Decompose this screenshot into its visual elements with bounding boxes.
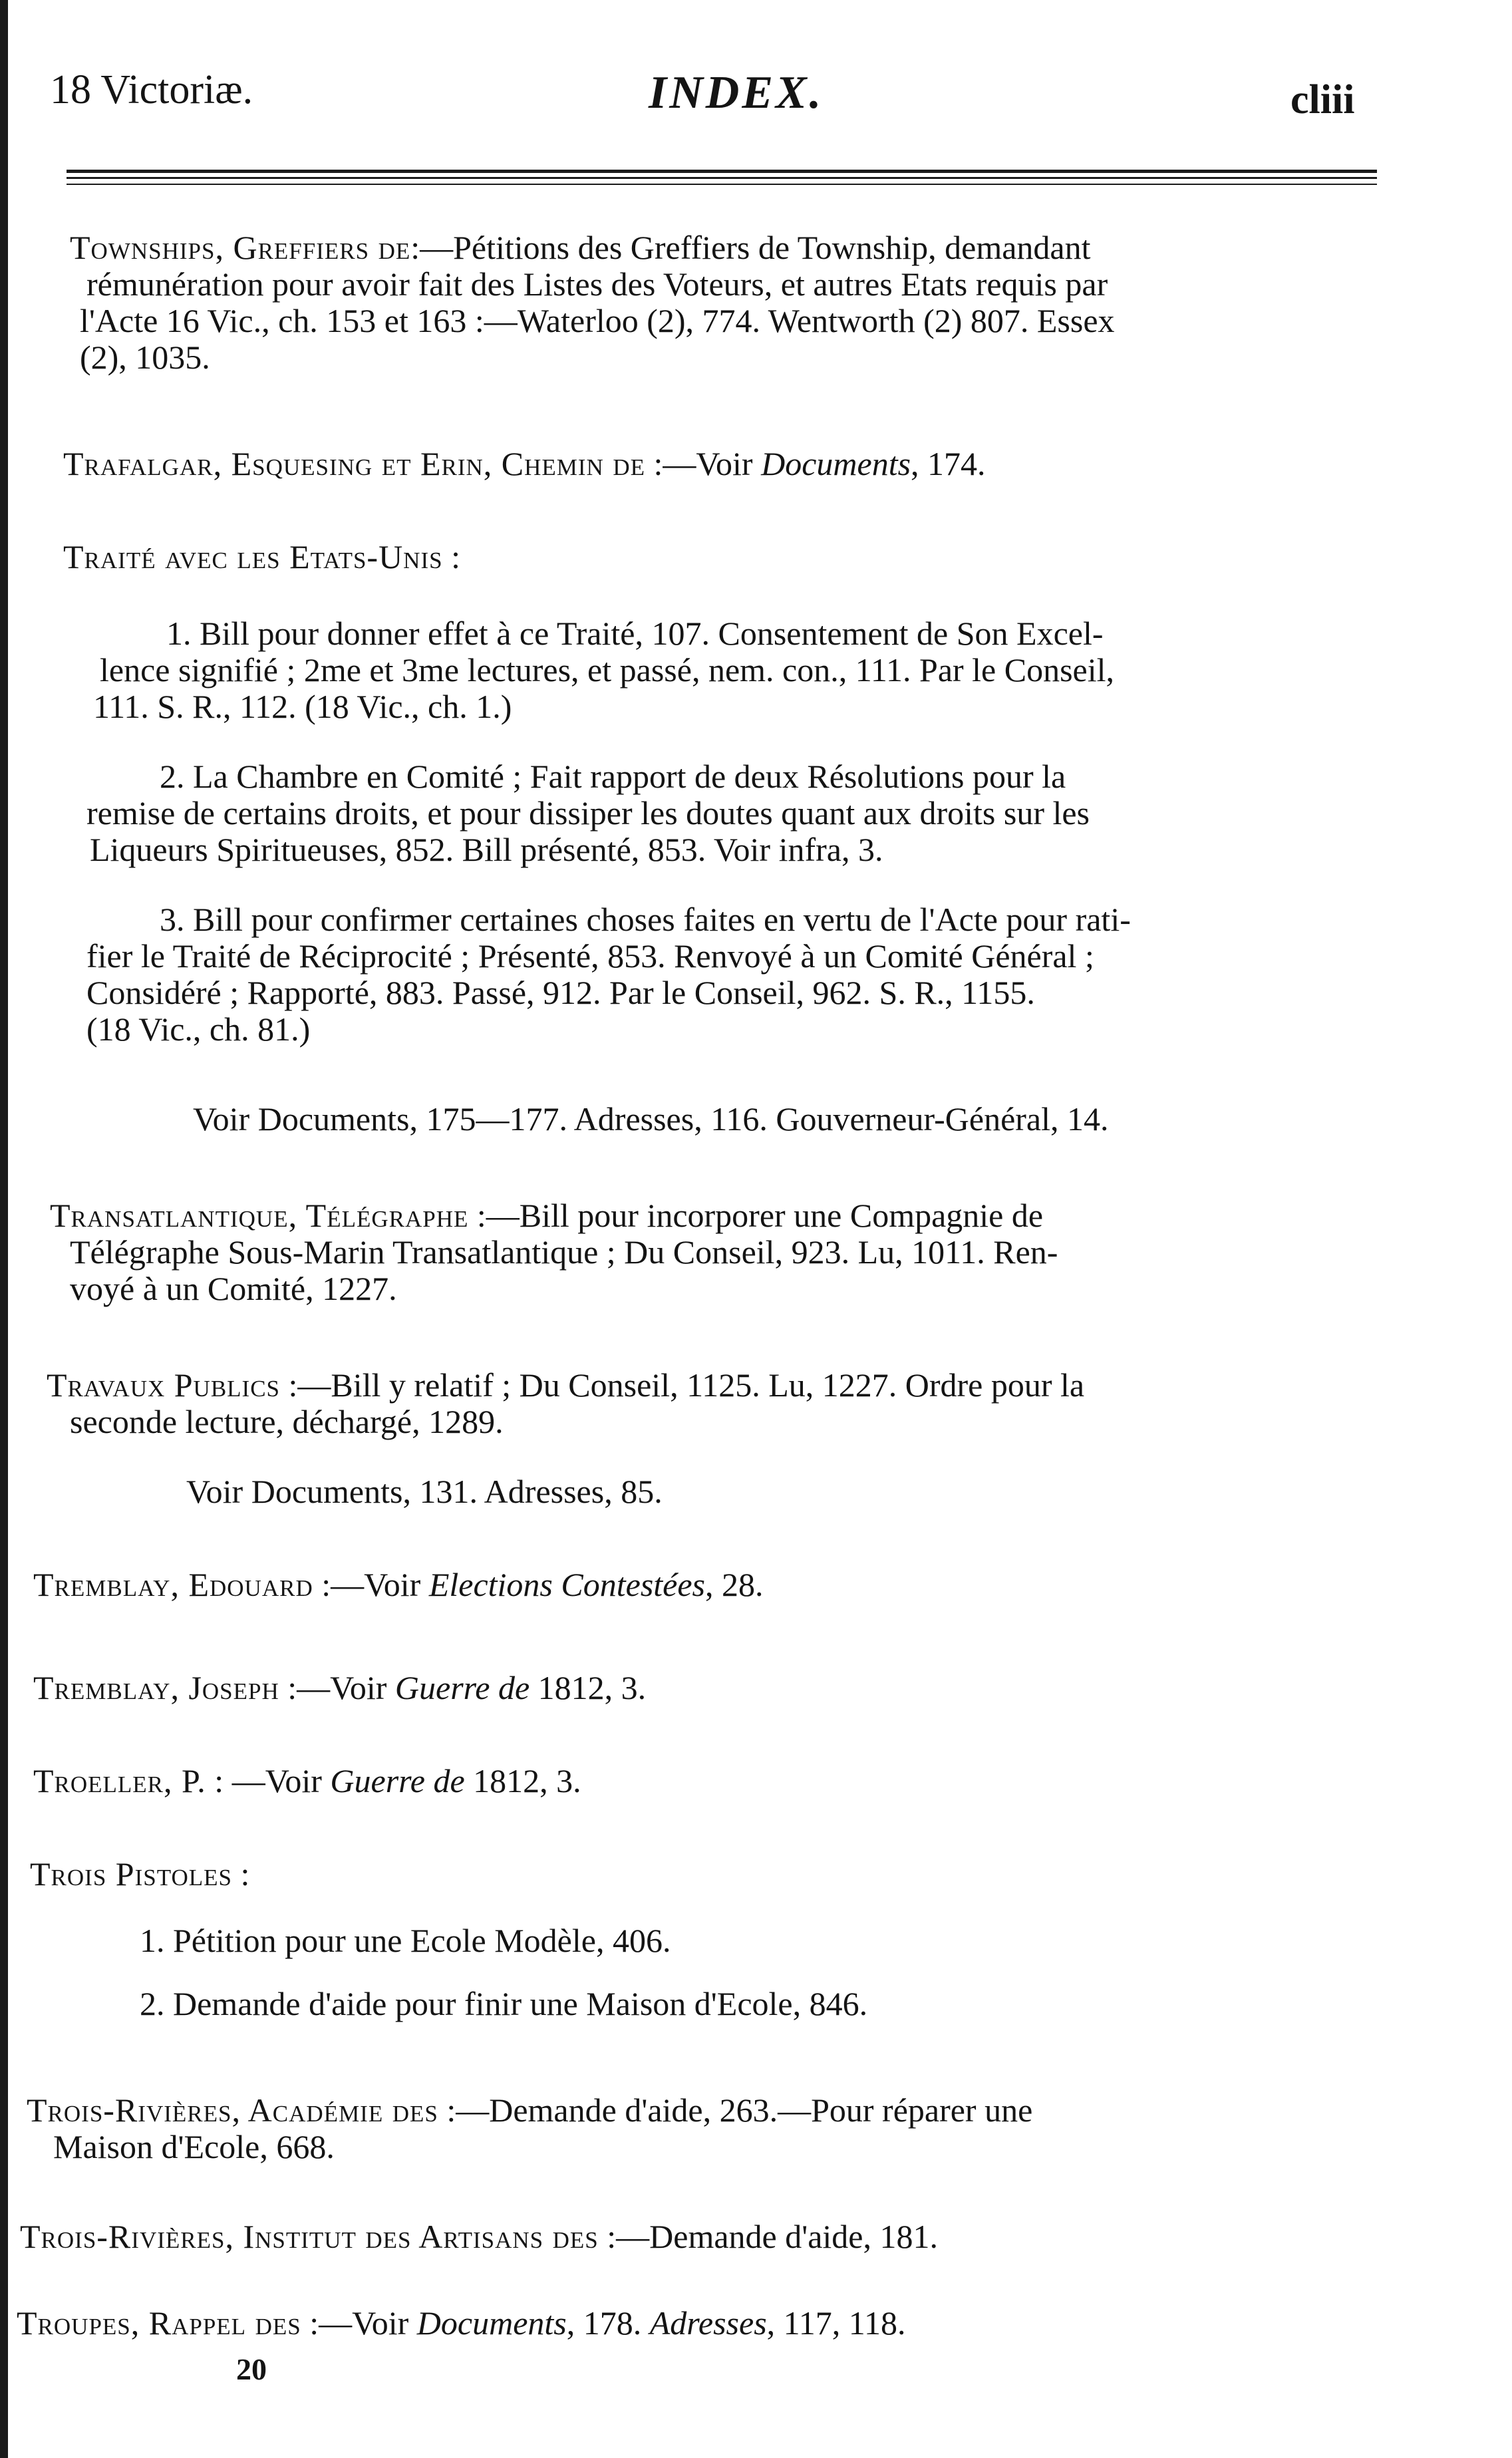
index-entry-trafalgar bbox=[63, 446, 986, 482]
entry-text: Voir Documents, 131. Adresses, 85. bbox=[186, 1473, 663, 1510]
entry-text: :—Demande d'aide, 181. bbox=[598, 2218, 939, 2255]
index-entry-trois-pistoles bbox=[30, 1856, 249, 1893]
entry-text: fier le Traité de Réciprocité ; Présenté, 853. Renvoyé à un Comité Général ; bbox=[86, 937, 1094, 975]
entry-text: :—Voir bbox=[645, 445, 762, 482]
subentry-traite-voir bbox=[193, 1101, 1109, 1138]
entry-text: l'Acte 16 Vic., ch. 153 et 163 :—Waterloo (2), 774. Wentworth (2) 807. Essex bbox=[80, 302, 1115, 339]
index-entry-tremblay-joseph bbox=[33, 1670, 646, 1706]
entry-heading: Trois Pistoles bbox=[30, 1855, 232, 1893]
entry-heading: Transatlantique, Télégraphe bbox=[50, 1197, 469, 1234]
index-entry-troupes bbox=[17, 2305, 905, 2342]
entry-text: (18 Vic., ch. 81.) bbox=[86, 1010, 311, 1048]
entry-text: Liqueurs Spiritueuses, 852. Bill présenté, 853. Voir infra, 3. bbox=[90, 831, 883, 868]
entry-text: : bbox=[231, 1855, 250, 1893]
header-rule bbox=[67, 170, 1377, 173]
entry-text: 2. Demande d'aide pour finir une Maison d'Ecole, 846. bbox=[140, 1985, 868, 2022]
running-head-title: INDEX. bbox=[649, 67, 824, 118]
entry-text: seconde lecture, déchargé, 1289. bbox=[70, 1403, 504, 1440]
entry-heading: Tremblay, Joseph bbox=[33, 1669, 279, 1706]
index-entry-tremblay-edouard bbox=[33, 1567, 764, 1603]
header-rule bbox=[67, 177, 1377, 179]
entry-text: :—Voir bbox=[313, 1566, 429, 1603]
index-entry-traite bbox=[63, 539, 460, 575]
entry-heading: Tremblay, Edouard bbox=[33, 1566, 313, 1603]
entry-text: :—Voir bbox=[279, 1669, 395, 1706]
entry-text: 1812, 3. bbox=[464, 1762, 581, 1799]
index-entry-trois-rivieres-institut bbox=[20, 2219, 938, 2255]
subentry-trois-pistoles-1 bbox=[140, 1922, 671, 1959]
entry-text: : bbox=[442, 538, 460, 575]
entry-heading: Trois-Rivières, Institut des Artisans des bbox=[20, 2218, 599, 2255]
entry-text: rémunération pour avoir fait des Listes des Voteurs, et autres Etats requis par bbox=[86, 265, 1108, 303]
page-header bbox=[0, 0, 1512, 153]
subentry-traite-2 bbox=[80, 758, 1090, 868]
entry-text: 1. Pétition pour une Ecole Modèle, 406. bbox=[140, 1922, 671, 1959]
page-number: cliii bbox=[1290, 77, 1355, 122]
entry-heading: Trafalgar, Esquesing et Erin, Chemin de bbox=[63, 445, 645, 482]
entry-text: Voir Documents, 175—177. Adresses, 116. Gouverneur-Général, 14. bbox=[193, 1100, 1109, 1138]
subentry-traite-3 bbox=[80, 901, 1131, 1048]
entry-text: 1. Bill pour donner effet à ce Traité, 107. Consentement de Son Excel- bbox=[166, 615, 1104, 652]
entry-heading: Troeller, P. bbox=[33, 1762, 206, 1799]
cross-reference: Adresses bbox=[649, 2304, 767, 2342]
running-head-left: 18 Victoriæ. bbox=[50, 67, 253, 112]
entry-text: , 178. bbox=[566, 2304, 650, 2342]
entry-text: , 174. bbox=[911, 445, 986, 482]
entry-text: Maison d'Ecole, 668. bbox=[53, 2128, 335, 2165]
index-entry-townships bbox=[70, 230, 1115, 376]
entry-text: :—Demande d'aide, 263.—Pour réparer une bbox=[438, 2091, 1033, 2129]
entry-heading: Townships, Greffiers de bbox=[70, 229, 411, 266]
page-spine-edge bbox=[0, 0, 8, 2458]
cross-reference: Documents bbox=[416, 2304, 567, 2342]
entry-text: 3. Bill pour confirmer certaines choses faites en vertu de l'Acte pour rati- bbox=[160, 901, 1131, 938]
index-entry-transatlantique bbox=[50, 1197, 1058, 1307]
entry-text: :—Voir bbox=[301, 2304, 417, 2342]
entry-text: lence signifié ; 2me et 3me lectures, et passé, nem. con., 111. Par le Conseil, bbox=[100, 651, 1115, 689]
entry-text: (2), 1035. bbox=[80, 339, 210, 376]
entry-text: voyé à un Comité, 1227. bbox=[70, 1270, 397, 1307]
entry-text: 111. S. R., 112. (18 Vic., ch. 1.) bbox=[93, 688, 512, 725]
subentry-travaux-voir bbox=[186, 1473, 663, 1510]
entry-text: 1812, 3. bbox=[529, 1669, 647, 1706]
entry-text: , 28. bbox=[705, 1566, 764, 1603]
cross-reference: Documents bbox=[761, 445, 911, 482]
entry-heading: Troupes, Rappel des bbox=[17, 2304, 301, 2342]
entry-text: Considéré ; Rapporté, 883. Passé, 912. Par le Conseil, 962. S. R., 1155. bbox=[86, 974, 1035, 1011]
index-entry-troeller bbox=[33, 1763, 581, 1799]
entry-text: : —Voir bbox=[206, 1762, 331, 1799]
signature-mark: 20 bbox=[236, 2352, 267, 2386]
header-rule bbox=[67, 184, 1377, 185]
cross-reference: Guerre de bbox=[330, 1762, 465, 1799]
entry-text: 2. La Chambre en Comité ; Fait rapport de deux Résolutions pour la bbox=[160, 758, 1066, 795]
entry-text: Télégraphe Sous-Marin Transatlantique ; Du Conseil, 923. Lu, 1011. Ren- bbox=[70, 1233, 1058, 1271]
index-entry-trois-rivieres-academie bbox=[27, 2092, 1032, 2165]
entry-text: :—Pétitions des Greffiers de Township, demandant bbox=[410, 229, 1091, 266]
entry-text: remise de certains droits, et pour dissiper les doutes quant aux droits sur les bbox=[86, 794, 1090, 832]
entry-text: :—Bill pour incorporer une Compagnie de bbox=[468, 1197, 1044, 1234]
entry-heading: Traité avec les Etats-Unis bbox=[63, 538, 443, 575]
entry-heading: Travaux Publics bbox=[47, 1366, 281, 1404]
subentry-trois-pistoles-2 bbox=[140, 1986, 867, 2022]
cross-reference: Elections Contestées bbox=[428, 1566, 706, 1603]
entry-heading: Trois-Rivières, Académie des bbox=[27, 2091, 438, 2129]
entry-text: , 117, 118. bbox=[766, 2304, 906, 2342]
entry-text: :—Bill y relatif ; Du Conseil, 1125. Lu, 1227. Ordre pour la bbox=[280, 1366, 1085, 1404]
index-entry-travaux-publics bbox=[47, 1367, 1084, 1440]
subentry-traite-1 bbox=[80, 615, 1114, 725]
cross-reference: Guerre de bbox=[394, 1669, 530, 1706]
